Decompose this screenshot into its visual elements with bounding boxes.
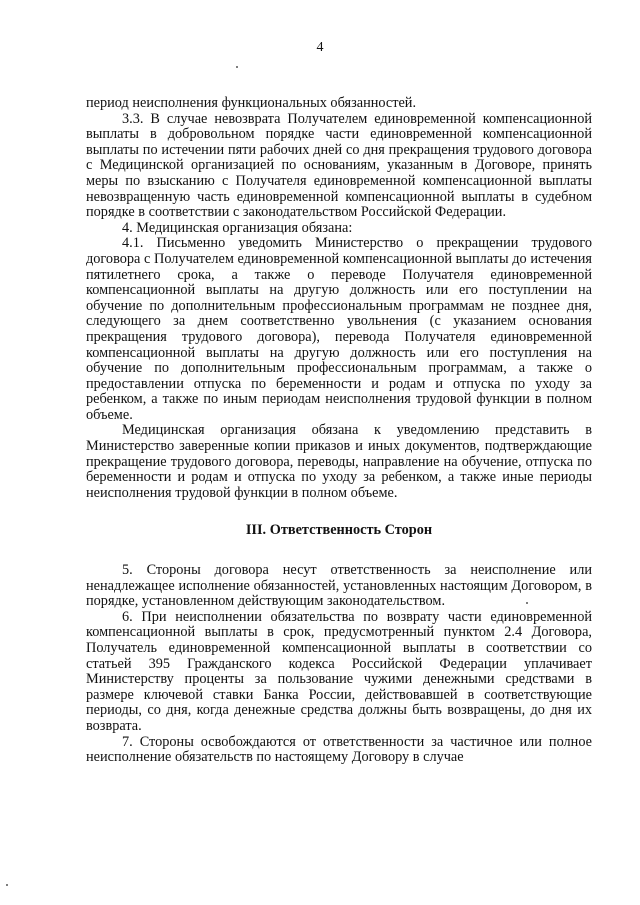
paragraph-4-1: 4.1. Письменно уведомить Министерство о прекращении трудового договора с Получателем единовременной компенсационной выплаты до истечения пятилетнего срока, а также о переводе Получателя единовременной компенсационной выплаты на другую должность или его поступлении на обучение по дополнительным профессиональным программам не позднее дня, следующего за днем соответственно увольнения (с указанием основания прекращения трудового договора), перевода Получателя единовременной компенсационной выплаты на другую должность или его поступления на обучение по дополнительным профессиональным программам, а также о предоставлении отпуска по беременности и родам и отпуска по уходу за ребенком, а также по иным периодам неисполнения трудовой функции в полном объеме.: [86, 235, 592, 423]
scan-speck: [526, 602, 528, 604]
scan-speck: [6, 884, 8, 886]
paragraph-continuation: период неисполнения функциональных обязанностей.: [86, 95, 417, 111]
paragraph-5: 5. Стороны договора несут ответственность за неисполнение или ненадлежащее исполнение обязанностей, установленных настоящим Договором, в порядке, установленном действующим законодательством.: [86, 562, 592, 610]
page-number: 4: [316, 40, 324, 55]
scan-speck: [236, 66, 238, 68]
section-heading: III. Ответственность Сторон: [245, 522, 433, 539]
document-body: [86, 96, 592, 766]
paragraph-4: 4. Медицинская организация обязана:: [122, 219, 353, 236]
paragraph-7: 7. Стороны освобождаются от ответственности за частичное или полное неисполнение обязательств по настоящему Договору в случае: [86, 733, 592, 766]
paragraph-3-3: 3.3. В случае невозврата Получателем единовременной компенсационной выплаты в добровольном порядке части единовременной компенсационной выплаты по истечении пяти рабочих дней со дня прекращения трудового договора с Медицинской организацией по основаниям, указанным в Договоре, принять меры по взысканию с Получателя единовременной компенсационной выплаты невозвращенную часть единовременной компенсационной выплаты в судебном порядке в соответствии с законодательством Российской Федерации.: [86, 110, 592, 221]
paragraph-4-notice: Медицинская организация обязана к уведомлению представить в Министерство заверенные копии приказов и иных документов, подтверждающие прекращение трудового договора, переводы, направление на обучение, отпуска по беременности и родам и отпуска по уходу за ребенком, а также иные периоды неисполнения трудовой функции в полном объеме.: [86, 422, 592, 501]
paragraph-6: 6. При неисполнении обязательства по возврату части единовременной компенсационной выплаты в срок, предусмотренный пунктом 2.4 Договора, Получатель единовременной компенсационной выплаты в соответствии со статьей 395 Гражданского кодекса Российской Федерации уплачивает Министерству проценты за пользование чужими денежными средствами в размере ключевой ставки Банка России, действовавшей в соответствующие периоды, со дня, когда денежные средства должны быть возвращены, до дня их возврата.: [86, 608, 592, 734]
